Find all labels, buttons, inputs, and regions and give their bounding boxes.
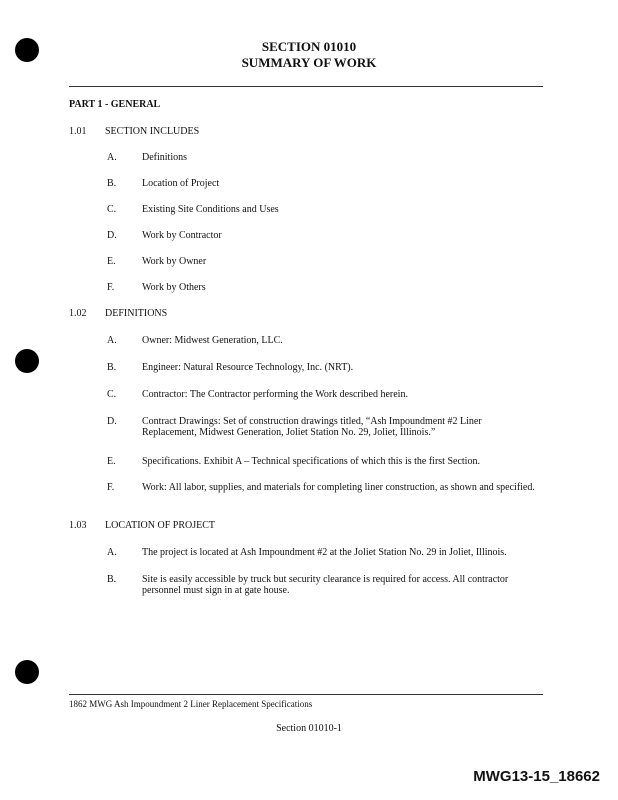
list-item-letter: A. — [107, 335, 117, 346]
list-item-letter: F. — [107, 482, 115, 493]
list-item-text: Contractor: The Contractor performing the Work described herein. — [142, 389, 408, 400]
list-item-letter: E. — [107, 456, 116, 467]
footer-spec-title: 1862 MWG Ash Impoundment 2 Liner Replacement Specifications — [69, 699, 313, 709]
bates-stamp: MWG13-15_18662 — [473, 768, 600, 785]
section-number: SECTION 01010 — [261, 39, 357, 54]
list-item-letter: A. — [107, 152, 117, 163]
article-number: 1.02 — [69, 308, 87, 319]
article-title: DEFINITIONS — [105, 308, 168, 319]
list-item-letter: A. — [107, 547, 117, 558]
article-number: 1.03 — [69, 520, 87, 531]
list-item-letter: B. — [107, 362, 117, 373]
punch-hole-middle — [15, 349, 39, 373]
list-item-text: The project is located at Ash Impoundment #2 at the Joliet Station No. 29 in Joliet, Illinois. — [142, 547, 507, 558]
list-item-text: Specifications. Exhibit A – Technical specifications of which this is the first Section. — [142, 456, 480, 467]
list-item-text: Work by Contractor — [142, 230, 222, 241]
list-item-letter: B. — [107, 178, 117, 189]
list-item-letter: B. — [107, 574, 117, 585]
page-number: Section 01010-1 — [276, 723, 342, 734]
article-number: 1.01 — [69, 126, 87, 137]
article-title: SECTION INCLUDES — [105, 126, 200, 137]
punch-hole-bottom — [15, 660, 39, 684]
list-item-letter: D. — [107, 230, 117, 241]
list-item-text: Existing Site Conditions and Uses — [142, 204, 279, 215]
list-item-text: Work: All labor, supplies, and materials for completing liner construction, as shown and specified. — [142, 482, 535, 493]
list-item-text: Work by Owner — [142, 256, 207, 267]
list-item-letter: E. — [107, 256, 116, 267]
list-item-text: Contract Drawings: Set of construction drawings titled, “Ash Impoundment #2 Liner Replacement, Midwest Generation, Joliet Station No. 29, Joliet, Illinois.” — [142, 416, 482, 438]
part-heading: PART 1 - GENERAL — [69, 99, 161, 110]
list-item-text: Engineer: Natural Resource Technology, Inc. (NRT). — [142, 362, 354, 373]
list-item-letter: F. — [107, 282, 115, 293]
list-item-text: Owner: Midwest Generation, LLC. — [142, 335, 283, 346]
article-title: LOCATION OF PROJECT — [105, 520, 216, 531]
list-item-text: Work by Others — [142, 282, 206, 293]
list-item-letter: C. — [107, 389, 117, 400]
list-item-text: Location of Project — [142, 178, 220, 189]
list-item-letter: D. — [107, 416, 117, 427]
section-title: SUMMARY OF WORK — [241, 55, 377, 70]
header-rule — [69, 86, 543, 87]
footer-rule — [69, 694, 543, 695]
list-item-letter: C. — [107, 204, 117, 215]
list-item-text: Definitions — [142, 152, 187, 163]
list-item-text: Site is easily accessible by truck but security clearance is required for access. All contractor personnel must sign in at gate house. — [142, 574, 509, 596]
